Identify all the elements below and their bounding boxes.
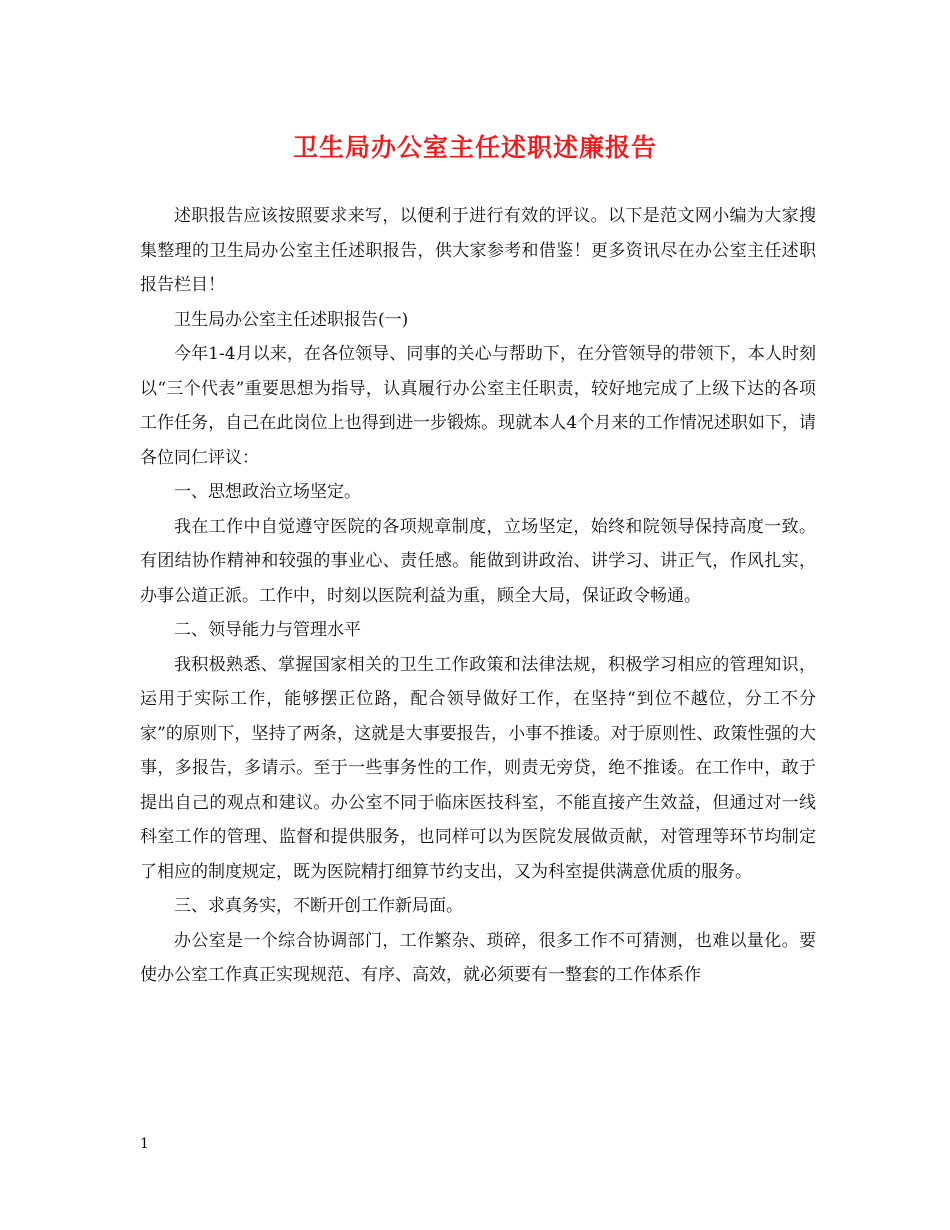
paragraph-leadership: 我积极熟悉、掌握国家相关的卫生工作政策和法律法规，积极学习相应的管理知识，运用于实际工作，能够摆正位路，配合领导做好工作，在坚持“到位不越位，分工不分家”的原则下，坚持了两条，这就是大事要报告，小事不推诿。对于原则性、政策性强的大事，多报告，多请示。至于一些事务性的工作，则责无旁贷，绝不推诿。在工作中，敢于提出自己的观点和建议。办公室不同于临床医技科室，不能直接产生效益，但通过对一线科室工作的管理、监督和提供服务，也同样可以为医院发展做贡献，对管理等环节均制定了相应的制度规定，既为医院精打细算节约支出，又为科室提供满意优质的服务。: [140, 654, 816, 882]
section-heading-political-stance: 一、思想政治立场坚定。: [174, 482, 361, 502]
paragraph-pragmatism: 办公室是一个综合协调部门，工作繁杂、琐碎，很多工作不可猜测，也难以量化。要使办公室工作真正实现规范、有序、高效，就必须要有一整套的工作体系作: [140, 930, 816, 985]
paragraph-political-stance: 我在工作中自觉遵守医院的各项规章制度，立场坚定，始终和院领导保持高度一致。有团结协作精神和较强的事业心、责任感。能做到讲政治、讲学习、讲正气，作风扎实，办事公道正派。工作中，时刻以医院利益为重，顾全大局，保证政令畅通。: [140, 516, 816, 606]
paragraph-opening: 今年1-4月以来，在各位领导、同事的关心与帮助下，在分管领导的带领下，本人时刻以“三个代表”重要思想为指导，认真履行办公室主任职责，较好地完成了上级下达的各项工作任务，自己在此岗位上也得到进一步锻炼。现就本人4个月来的工作情况述职如下，请各位同仁评议：: [140, 344, 816, 468]
paragraph-intro: 述职报告应该按照要求来写，以便利于进行有效的评议。以下是范文网小编为大家搜集整理的卫生局办公室主任述职报告，供大家参考和借鉴！更多资讯尽在办公室主任述职报告栏目！: [140, 206, 816, 295]
section-heading-pragmatism: 三、求真务实，不断开创工作新局面。: [174, 896, 463, 916]
section-heading-report-one: 卫生局办公室主任述职报告(一): [174, 309, 409, 330]
page-number: 1: [140, 1136, 149, 1152]
document-title: 卫生局办公室主任述职述廉报告: [292, 133, 657, 162]
section-heading-leadership: 二、领导能力与管理水平: [174, 620, 361, 640]
document-body: [140, 199, 816, 993]
